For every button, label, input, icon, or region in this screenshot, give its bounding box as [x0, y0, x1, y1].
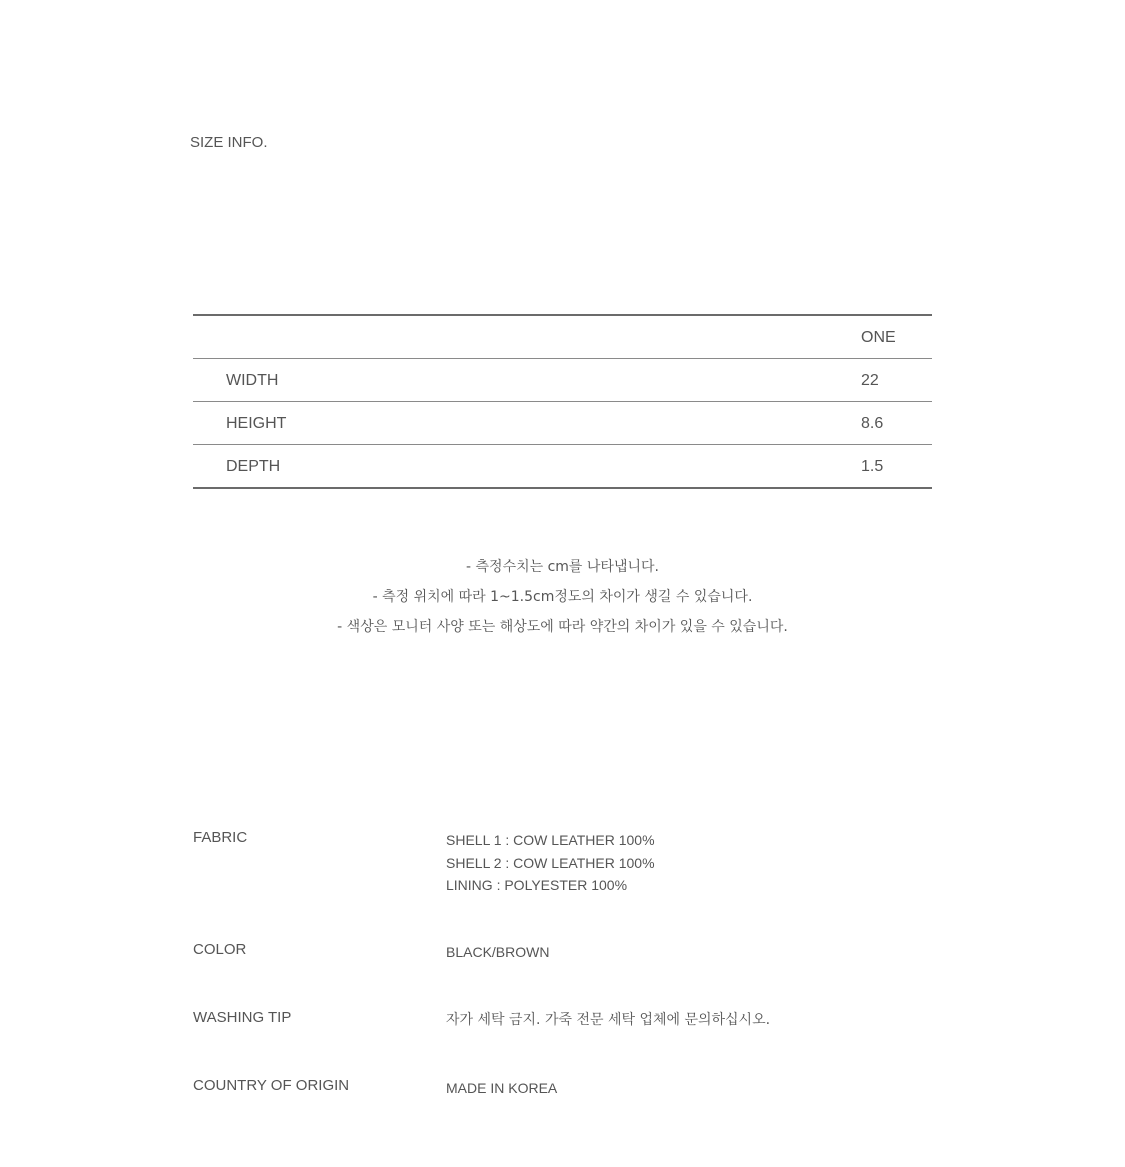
size-table — [193, 314, 932, 489]
size-table-header-row — [193, 316, 932, 359]
spec-values — [446, 1077, 557, 1100]
spec-label: COLOR — [193, 941, 247, 958]
spec-value: LINING : POLYESTER 100% — [446, 877, 628, 893]
size-header-value: ONE — [861, 329, 896, 346]
spec-value: BLACK/BROWN — [446, 944, 550, 960]
note-line: - 색상은 모니터 사양 또는 해상도에 따라 약간의 차이가 있을 수 있습니다. — [337, 619, 788, 635]
size-row-width — [193, 359, 932, 402]
size-row-depth — [193, 445, 932, 489]
size-row-label: DEPTH — [226, 458, 281, 475]
size-row-label: WIDTH — [226, 372, 279, 389]
spec-value: SHELL 2 : COW LEATHER 100% — [446, 854, 655, 871]
size-row-value: 8.6 — [861, 415, 884, 432]
spec-value: MADE IN KOREA — [446, 1080, 558, 1096]
spec-values — [446, 829, 655, 897]
spec-value: SHELL 1 : COW LEATHER 100% — [446, 832, 655, 848]
size-info-title: SIZE INFO. — [190, 134, 268, 151]
spec-values — [446, 1009, 770, 1032]
spec-value: 자가 세탁 금지. 가죽 전문 세탁 업체에 문의하십시오. — [446, 1012, 771, 1028]
spec-label: FABRIC — [193, 829, 248, 846]
size-row-height — [193, 402, 932, 445]
spec-label: WASHING TIP — [193, 1009, 292, 1026]
note-line: - 측정수치는 cm를 나타냅니다. — [466, 559, 659, 575]
size-row-label: HEIGHT — [226, 415, 287, 432]
note-line: - 측정 위치에 따라 1~1.5cm정도의 차이가 생길 수 있습니다. — [372, 589, 753, 605]
size-row-value: 22 — [861, 372, 879, 389]
size-row-value: 1.5 — [861, 458, 884, 475]
measurement-notes — [0, 552, 1125, 642]
spec-values — [446, 941, 549, 964]
spec-label: COUNTRY OF ORIGIN — [193, 1077, 350, 1094]
